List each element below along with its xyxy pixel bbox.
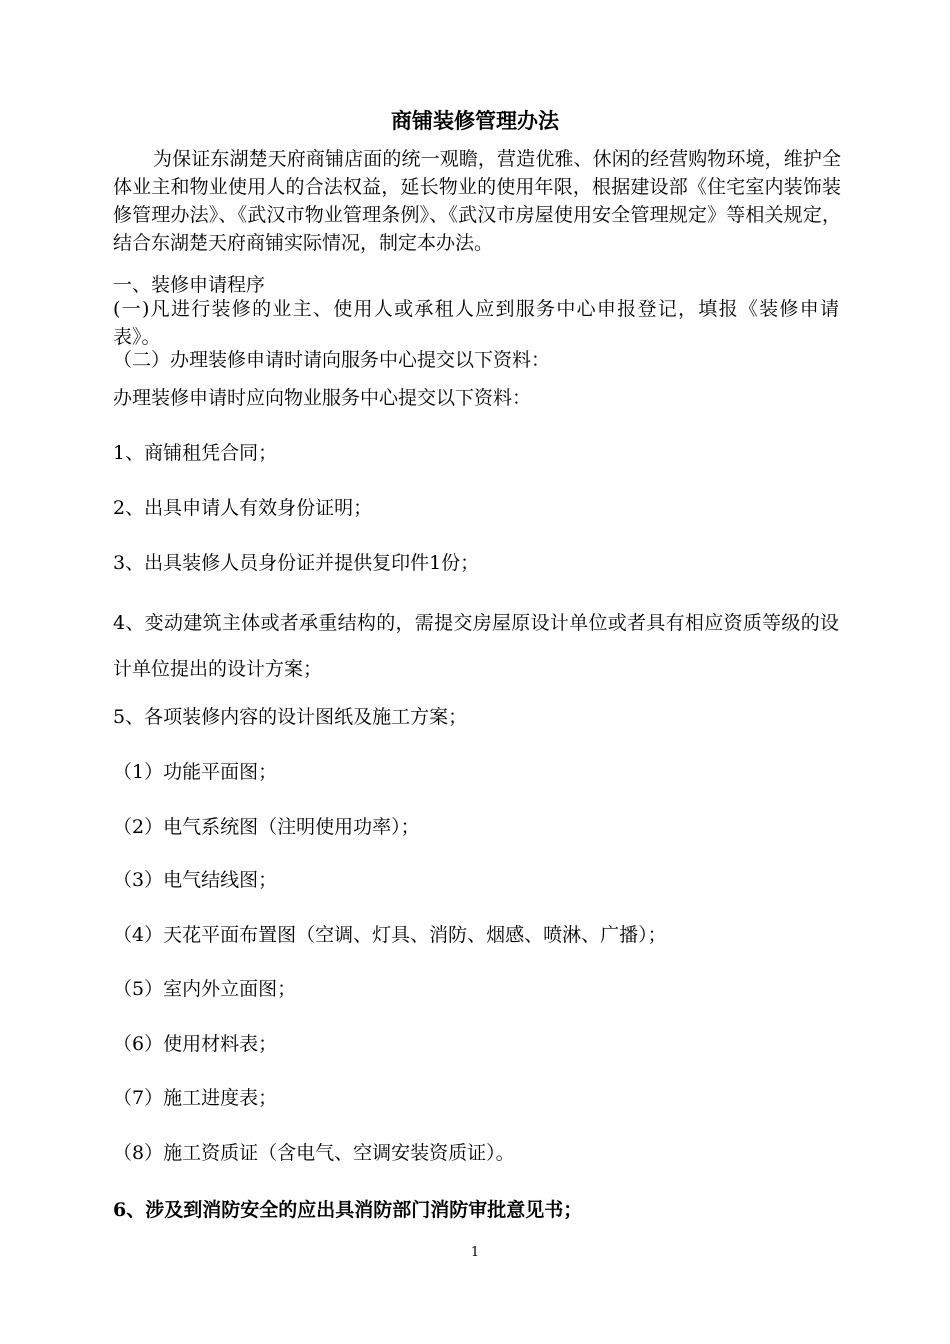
sub-list-item: （3）电气结线图； <box>113 869 278 891</box>
sub-list-item: （8）施工资质证（含电气、空调安装资质证）。 <box>113 1142 515 1164</box>
sub-list-item: （2）电气系统图（注明使用功率）； <box>113 816 420 838</box>
list-item: 2、出具申请人有效身份证明； <box>113 497 373 519</box>
sub-list-item: （7）施工进度表； <box>113 1087 278 1109</box>
document-title: 商铺装修管理办法 <box>391 108 559 133</box>
list-item: 5、各项装修内容的设计图纸及施工方案； <box>113 706 468 728</box>
step-two-paragraph: （二）办理装修申请时请向服务中心提交以下资料： <box>113 349 551 371</box>
list-item: 4、变动建筑主体或者承重结构的，需提交房屋原设计单位或者具有相应资质等级的设计单位提出的设计方案； <box>113 612 839 680</box>
section-heading: 一、装修申请程序 <box>113 274 266 296</box>
list-item: 3、出具装修人员身份证并提供复印件1份； <box>113 552 480 574</box>
page-number: 1 <box>470 1245 480 1260</box>
list-item: 1、商铺租凭合同； <box>113 442 278 464</box>
materials-intro: 办理装修申请时应向物业服务中心提交以下资料： <box>113 387 532 409</box>
sub-list-item: （6）使用材料表； <box>113 1033 278 1055</box>
sub-list-item: （4）天花平面布置图（空调、灯具、消防、烟感、喷淋、广播）； <box>113 924 667 946</box>
step-one-paragraph: (一)凡进行装修的业主、使用人或承租人应到服务中心申报登记，填报《装修申请表》。 <box>113 298 839 348</box>
sub-list-item: （5）室内外立面图； <box>113 978 297 1000</box>
intro-paragraph: 为保证东湖楚天府商铺店面的统一观瞻，营造优雅、休闲的经营购物环境，维护全体业主和物业使用人的合法权益，延长物业的使用年限，根据建设部《住宅室内装饰装修管理办法》、《武汉市物业管理条例》、《武汉市房屋使用安全管理规定》等相关规定，结合东湖楚天府商铺实际情况，制定本办法。 <box>113 148 841 254</box>
list-item-bold: 6、涉及到消防安全的应出具消防部门消防审批意见书； <box>113 1199 583 1221</box>
sub-list-item: （1）功能平面图； <box>113 761 278 783</box>
